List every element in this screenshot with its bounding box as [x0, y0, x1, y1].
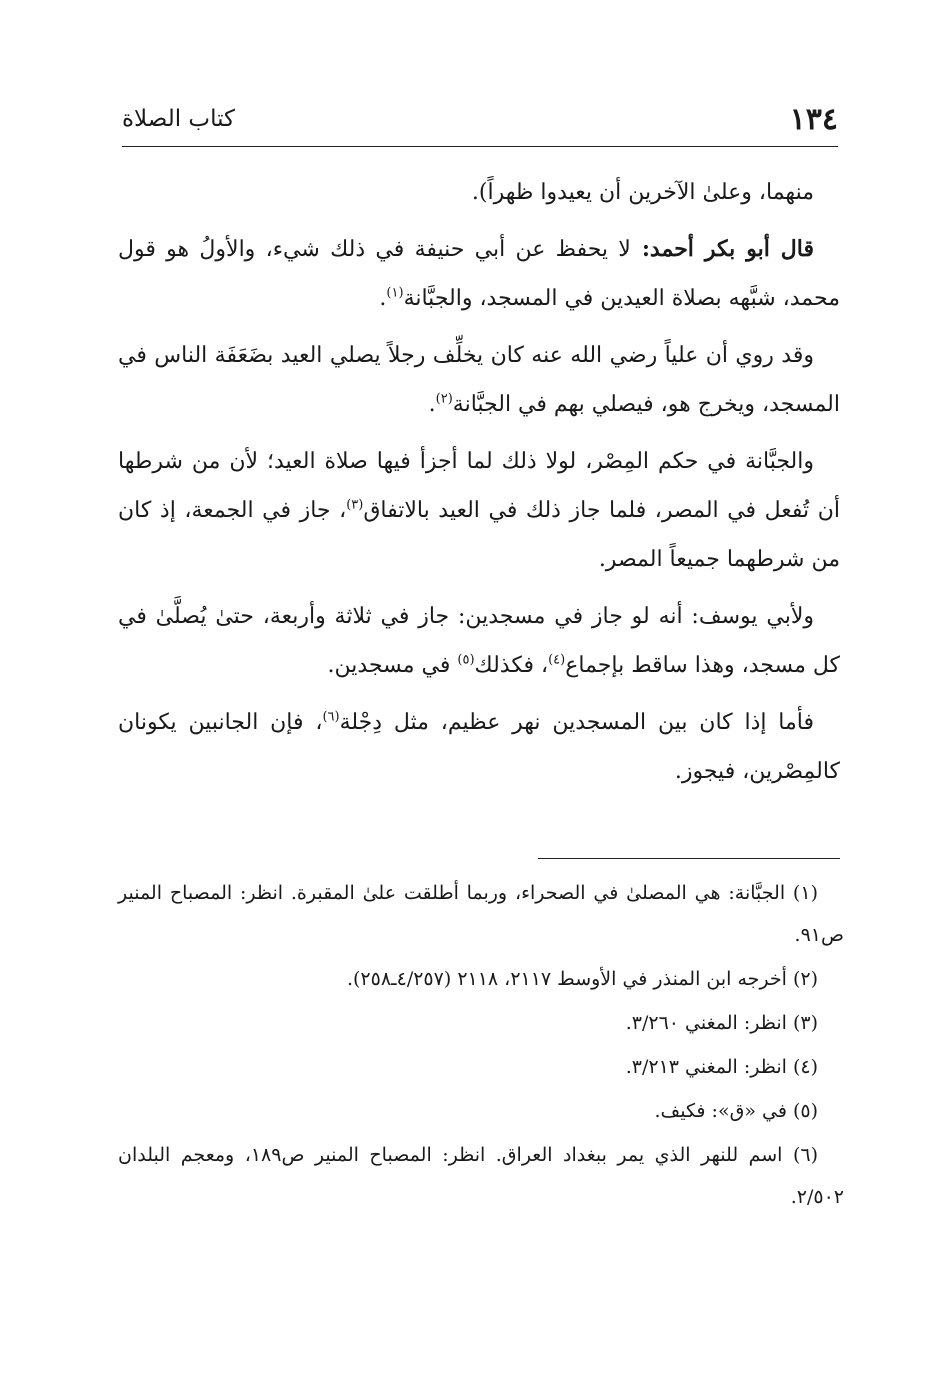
page-header: [122, 98, 838, 147]
paragraph-text: ولأبي يوسف: أنه لو جاز في مسجدين: جاز في ثلاثة وأربعة، حتىٰ يُصلَّىٰ في كل مسجد، وهذا ساقط بإجماع: [118, 604, 840, 678]
footnote-1: (١) الجبَّانة: هي المصلىٰ في الصحراء، وربما أطلقت علىٰ المقبرة. انظر: المصباح المنير ص٩١.: [118, 882, 844, 946]
paragraph-4: [118, 437, 840, 584]
footnote-2: (٢) أخرجه ابن المنذر في الأوسط ٢١١٧، ٢١١٨ (٤/٢٥٧ـ٢٥٨).: [346, 968, 818, 990]
paragraph-text: والجبَّانة في حكم المِصْر، لولا ذلك لما أجزأ فيها صلاة العيد؛ لأن من شرطها أن تُفعل في المصر، فلما جاز ذلك في العيد بالاتفاق: [118, 449, 840, 523]
paragraph-text: فأما إذا كان بين المسجدين نهر عظيم، مثل دِجْلة: [339, 710, 815, 735]
footnote-5: (٥) في «ق»: فكيف.: [654, 1100, 818, 1122]
paragraph-text: منهما، وعلىٰ الآخرين أن يعيدوا ظهراً).: [471, 180, 814, 205]
footnote-ref-1: (١): [386, 285, 404, 301]
paragraph-5: [118, 592, 840, 690]
paragraph-1: [118, 168, 840, 217]
paragraph-6: [118, 698, 840, 796]
page-number: ١٣٤: [789, 102, 838, 137]
paragraph-end: .: [428, 392, 436, 417]
paragraph-end: .: [379, 286, 387, 311]
main-text: [118, 168, 840, 804]
speaker-label: قال أبو بكر أحمد:: [630, 236, 814, 262]
paragraph-text-cont: ، جاز في الجمعة، إذ كان من شرطهما جميعاً المصر.: [118, 498, 840, 572]
footnote-4: (٤) انظر: المغني ٣/٢١٣.: [625, 1056, 818, 1078]
footnote-ref-5: (٥): [457, 652, 475, 668]
paragraph-text-end: في مسجدين.: [327, 653, 458, 678]
paragraph-3: [118, 331, 840, 429]
paragraph-text: وقد روي أن علياً رضي الله عنه كان يخلِّف رجلاً يصلي العيد بضَعَفَة الناس في المسجد، ويخرج هو، فيصلي بهم في الجبَّانة: [118, 343, 840, 417]
footnote-ref-4: (٤): [548, 652, 566, 668]
footnote-divider: [538, 858, 840, 859]
paragraph-text: لا يحفظ عن أبي حنيفة في ذلك شيء، والأولُ هو قول محمد، شبَّهه بصلاة العيدين في المسجد، والجبَّانة: [118, 237, 840, 311]
paragraph-text-cont: ، فكذلك: [474, 653, 549, 678]
footnote-6: (٦) اسم للنهر الذي يمر ببغداد العراق. انظر: المصباح المنير ص١٨٩، ومعجم البلدان ٢/٥٠٢.: [118, 1144, 844, 1208]
footnote-3: (٣) انظر: المغني ٣/٢٦٠.: [625, 1012, 818, 1034]
footnotes: [118, 872, 844, 1220]
footnote-ref-3: (٣): [346, 497, 364, 513]
running-title: كتاب الصلاة: [122, 106, 235, 132]
footnote-ref-6: (٦): [322, 709, 340, 725]
footnote-ref-2: (٢): [435, 391, 453, 407]
paragraph-text-cont: ، فإن الجانبين يكونان كالمِصْرين، فيجوز.: [118, 710, 840, 784]
paragraph-2: [118, 225, 840, 323]
